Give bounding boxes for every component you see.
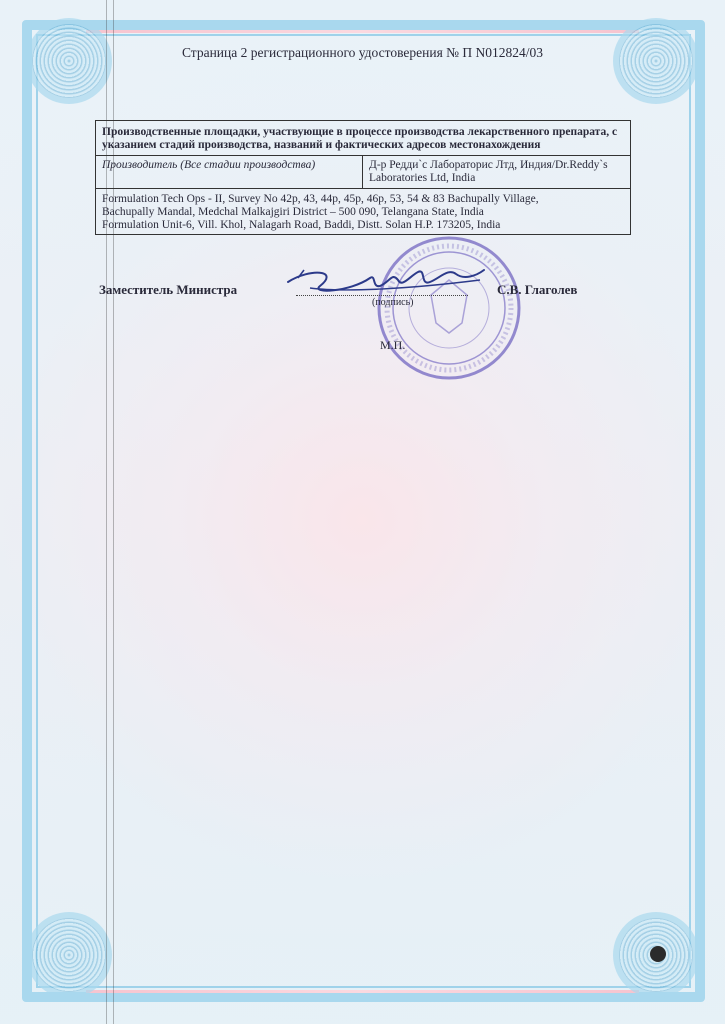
address-line: Bachupally Mandal, Medchal Malkajgiri District – 500 090, Telangana State, India [102, 206, 484, 218]
corner-rosette-icon [32, 24, 106, 98]
table-row [96, 189, 630, 234]
corner-rosette-icon [32, 918, 106, 992]
decorative-pink-band-top [86, 30, 639, 33]
signatory-position: Заместитель Министра [99, 282, 238, 297]
punch-hole-icon [650, 946, 666, 962]
role-label: Производитель (Все стадии производства) [96, 156, 363, 188]
address-block [96, 189, 630, 234]
table-header-row [96, 121, 630, 156]
official-seal-icon [376, 235, 522, 381]
corner-rosette-icon [619, 24, 693, 98]
table-header-text: Производственные площадки, участвующие в процессе производства лекарственного препарата, с указанием стадий производства, названий и фактических адресов местонахождения [102, 126, 618, 151]
signatory-name: С.В. Глаголев [497, 282, 578, 297]
address-line: Formulation Unit-6, Vill. Khol, Nalagarh Road, Baddi, Distt. Solan H.P. 173205, India [102, 219, 501, 231]
signature-line [296, 295, 468, 296]
decorative-pink-band-bottom [86, 990, 639, 993]
stamp-place-label: М.П. [380, 338, 406, 352]
manufacturing-sites-table [95, 120, 631, 235]
table-row [96, 156, 630, 189]
manufacturer-name: Д-р Редди`с Лабораторис Лтд, Индия/Dr.Reddy`s Laboratories Ltd, India [369, 159, 608, 184]
page-title: Страница 2 регистрационного удостоверения № П N012824/03 [181, 45, 544, 60]
signature-caption: (подпись) [372, 297, 414, 308]
address-line: Formulation Tech Ops - II, Survey No 42p, 43, 44p, 45p, 46p, 53, 54 & 83 Bachupally Village, [102, 193, 539, 205]
